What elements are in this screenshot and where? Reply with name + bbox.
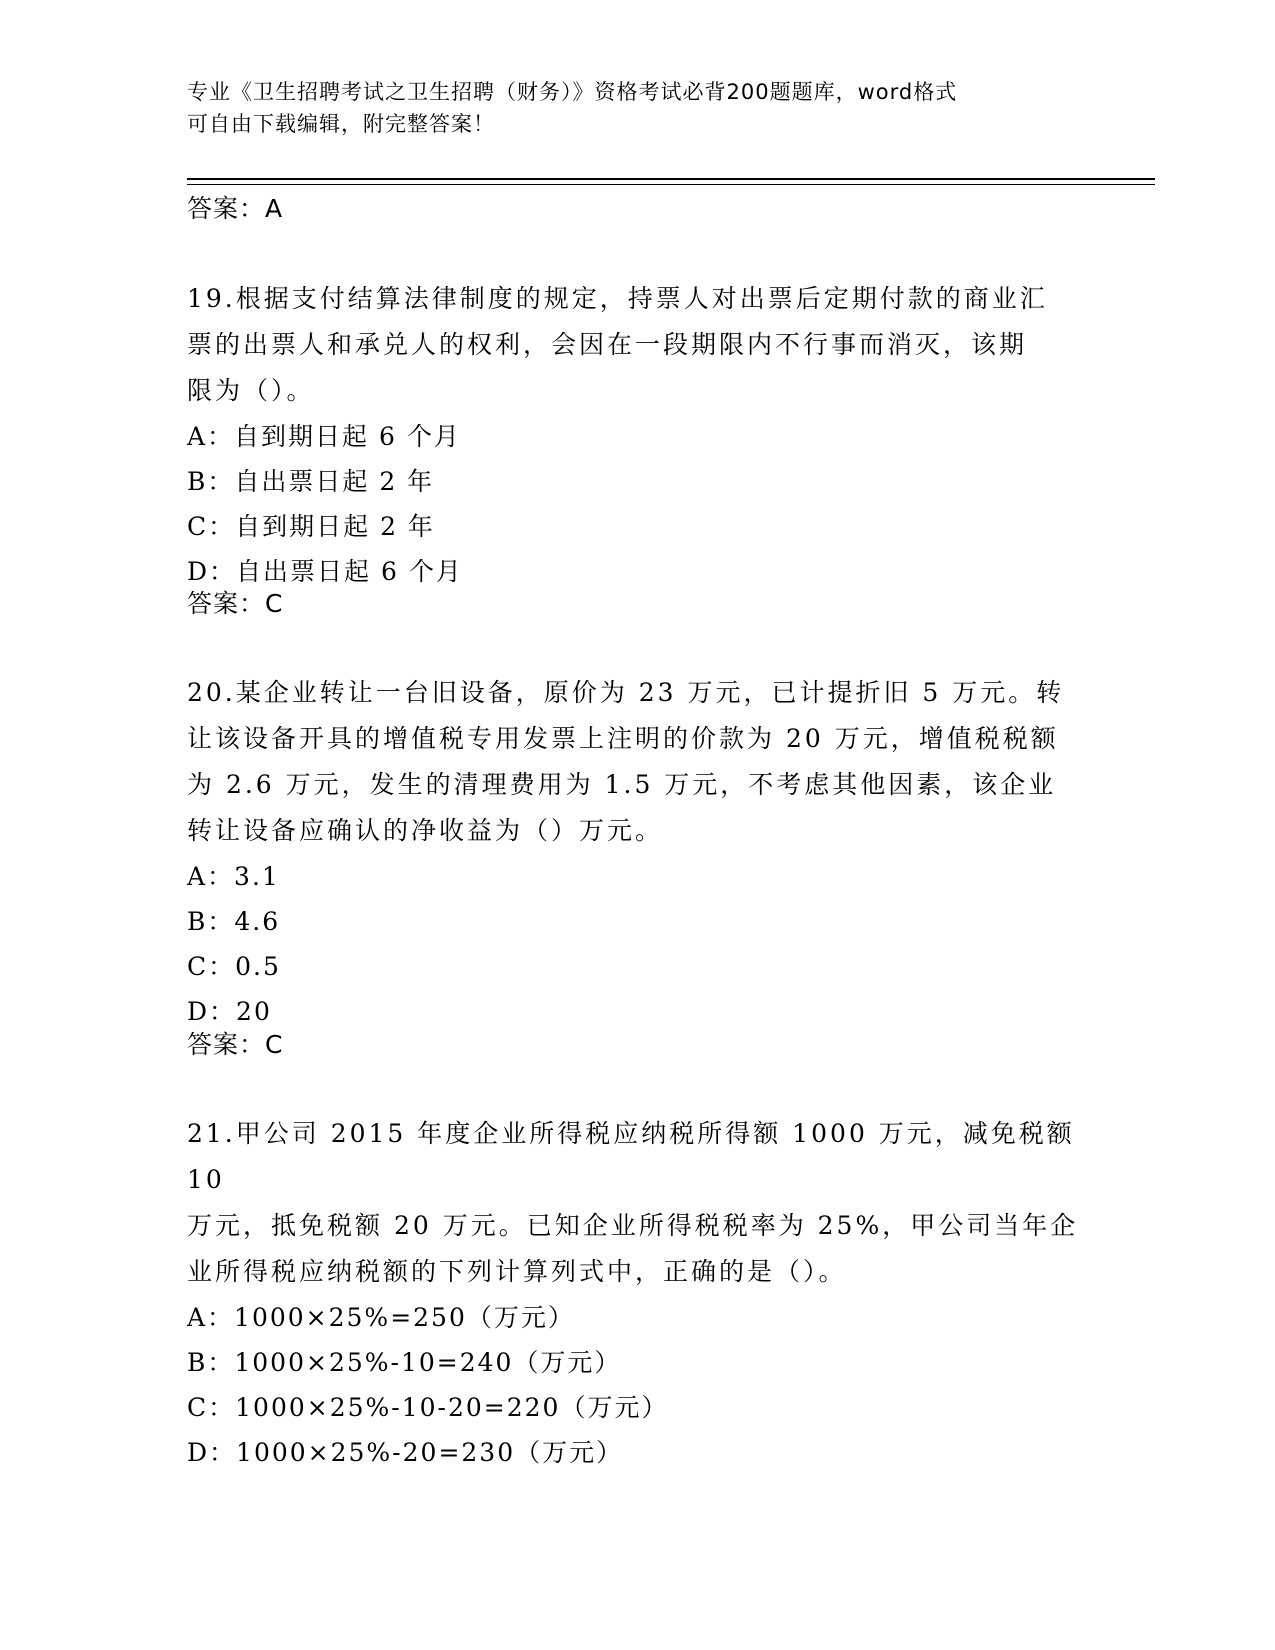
question-19	[187, 276, 1087, 594]
answer-20: 答案：C	[187, 1030, 284, 1059]
option-a: A：1000×25%=250（万元）	[187, 1303, 575, 1332]
option-c: C：0.5	[187, 952, 281, 981]
option-a: A：自到期日起 6 个月	[187, 422, 461, 451]
stem-line: 限为（）。	[187, 376, 315, 405]
option-d: D：20	[187, 997, 272, 1026]
options-list	[187, 1295, 1087, 1475]
option-b: B：1000×25%-10=240（万元）	[187, 1348, 622, 1377]
stem-line: 21.甲公司 2015 年度企业所得税应纳税所得额 1000 万元，减免税额 10	[187, 1119, 1075, 1194]
header-line-2: 可自由下载编辑，附完整答案！	[187, 112, 495, 136]
option-c: C：自到期日起 2 年	[187, 512, 435, 541]
stem-line: 为 2.6 万元，发生的清理费用为 1.5 万元，不考虑其他因素，该企业	[187, 770, 1057, 799]
previous-answer: 答案：A	[187, 194, 284, 223]
option-c: C：1000×25%-10-20=220（万元）	[187, 1393, 669, 1422]
stem-line: 业所得税应纳税额的下列计算列式中，正确的是（）。	[187, 1257, 847, 1286]
option-b: B：4.6	[187, 907, 281, 936]
document-header	[187, 76, 1087, 140]
options-list	[187, 414, 1087, 594]
question-stem	[187, 1111, 1087, 1295]
answer-19: 答案：C	[187, 589, 284, 618]
stem-line: 票的出票人和承兑人的权利，会因在一段期限内不行事而消灭，该期	[187, 330, 1028, 359]
stem-line: 20.某企业转让一台旧设备，原价为 23 万元，已计提折旧 5 万元。转	[187, 678, 1065, 707]
option-b: B：自出票日起 2 年	[187, 467, 435, 496]
stem-line: 转让设备应确认的净收益为（）万元。	[187, 816, 664, 845]
question-21	[187, 1111, 1087, 1475]
stem-line: 万元，抵免税额 20 万元。已知企业所得税税率为 25%，甲公司当年企	[187, 1211, 1079, 1240]
stem-line: 让该设备开具的增值税专用发票上注明的价款为 20 万元，增值税税额	[187, 724, 1059, 753]
stem-line: 19.根据支付结算法律制度的规定，持票人对出票后定期付款的商业汇	[187, 284, 1048, 313]
header-rule-thin	[187, 184, 1155, 185]
question-stem	[187, 670, 1087, 854]
question-stem	[187, 276, 1087, 414]
options-list	[187, 854, 1087, 1034]
option-d: D：自出票日起 6 个月	[187, 557, 463, 586]
question-20	[187, 670, 1087, 1034]
option-d: D：1000×25%-20=230（万元）	[187, 1438, 624, 1467]
header-rule-thick	[187, 178, 1155, 180]
header-line-1: 专业《卫生招聘考试之卫生招聘（财务）》资格考试必背200题题库，word格式	[187, 80, 958, 104]
option-a: A：3.1	[187, 862, 280, 891]
